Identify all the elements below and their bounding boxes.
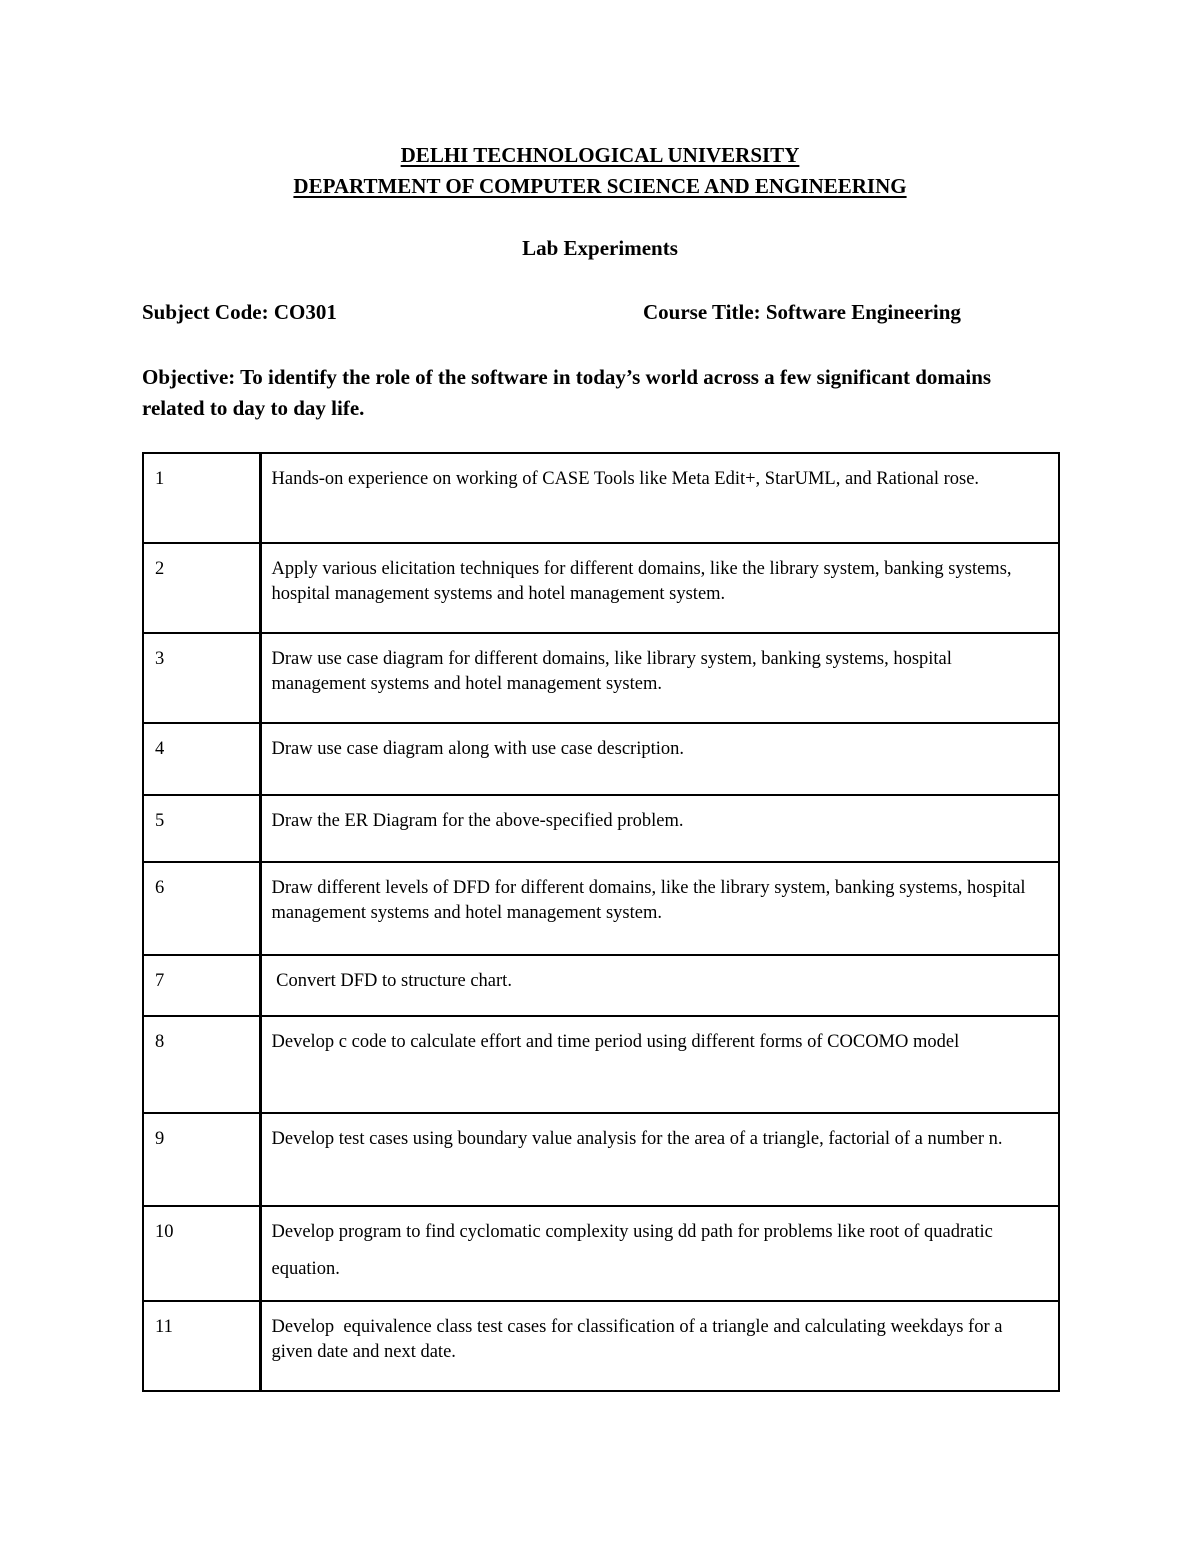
experiments-table (142, 452, 1060, 1392)
objective-text: Objective: To identify the role of the software in today’s world across a few significant domains related to day to day life. (142, 365, 992, 420)
experiment-number: 11 (143, 1301, 260, 1391)
table-row (143, 453, 1059, 543)
experiment-number: 8 (143, 1016, 260, 1113)
subject-code: Subject Code: CO301 (142, 300, 337, 324)
course-title: Course Title: Software Engineering (643, 300, 961, 324)
table-row (143, 723, 1059, 795)
table-row (143, 795, 1059, 862)
department-title: DEPARTMENT OF COMPUTER SCIENCE AND ENGINEERING (293, 174, 907, 198)
table-row (143, 862, 1059, 955)
experiment-description: Draw the ER Diagram for the above-specified problem. (260, 795, 1059, 862)
experiment-number: 2 (143, 543, 260, 633)
experiment-number: 6 (143, 862, 260, 955)
experiment-number: 1 (143, 453, 260, 543)
experiment-number: 4 (143, 723, 260, 795)
document-title: Lab Experiments (522, 236, 678, 260)
experiment-number: 9 (143, 1113, 260, 1206)
experiment-description: Convert DFD to structure chart. (260, 955, 1059, 1016)
experiment-description: Draw use case diagram for different domains, like library system, banking systems, hospital management systems and hotel management system. (260, 633, 1059, 723)
experiment-description: Hands-on experience on working of CASE Tools like Meta Edit+, StarUML, and Rational rose. (260, 453, 1059, 543)
table-row (143, 1016, 1059, 1113)
table-row (143, 633, 1059, 723)
table-row (143, 1113, 1059, 1206)
experiment-number: 3 (143, 633, 260, 723)
experiment-number: 10 (143, 1206, 260, 1301)
experiment-description: Develop c code to calculate effort and time period using different forms of COCOMO model (260, 1016, 1059, 1113)
experiment-number: 5 (143, 795, 260, 862)
experiment-description: Draw use case diagram along with use case description. (260, 723, 1059, 795)
experiment-description: Draw different levels of DFD for different domains, like the library system, banking systems, hospital management systems and hotel management system. (260, 862, 1059, 955)
table-row (143, 1206, 1059, 1301)
experiment-description: Apply various elicitation techniques for different domains, like the library system, banking systems, hospital management systems and hotel management system. (260, 543, 1059, 633)
table-row (143, 1301, 1059, 1391)
table-row (143, 955, 1059, 1016)
experiment-description: Develop program to find cyclomatic complexity using dd path for problems like root of quadratic equation. (260, 1206, 1059, 1301)
experiment-number: 7 (143, 955, 260, 1016)
experiment-description: Develop equivalence class test cases for classification of a triangle and calculating weekdays for a given date and next date. (260, 1301, 1059, 1391)
university-title: DELHI TECHNOLOGICAL UNIVERSITY (400, 143, 800, 167)
experiment-description: Develop test cases using boundary value analysis for the area of a triangle, factorial of a number n. (260, 1113, 1059, 1206)
table-row (143, 543, 1059, 633)
